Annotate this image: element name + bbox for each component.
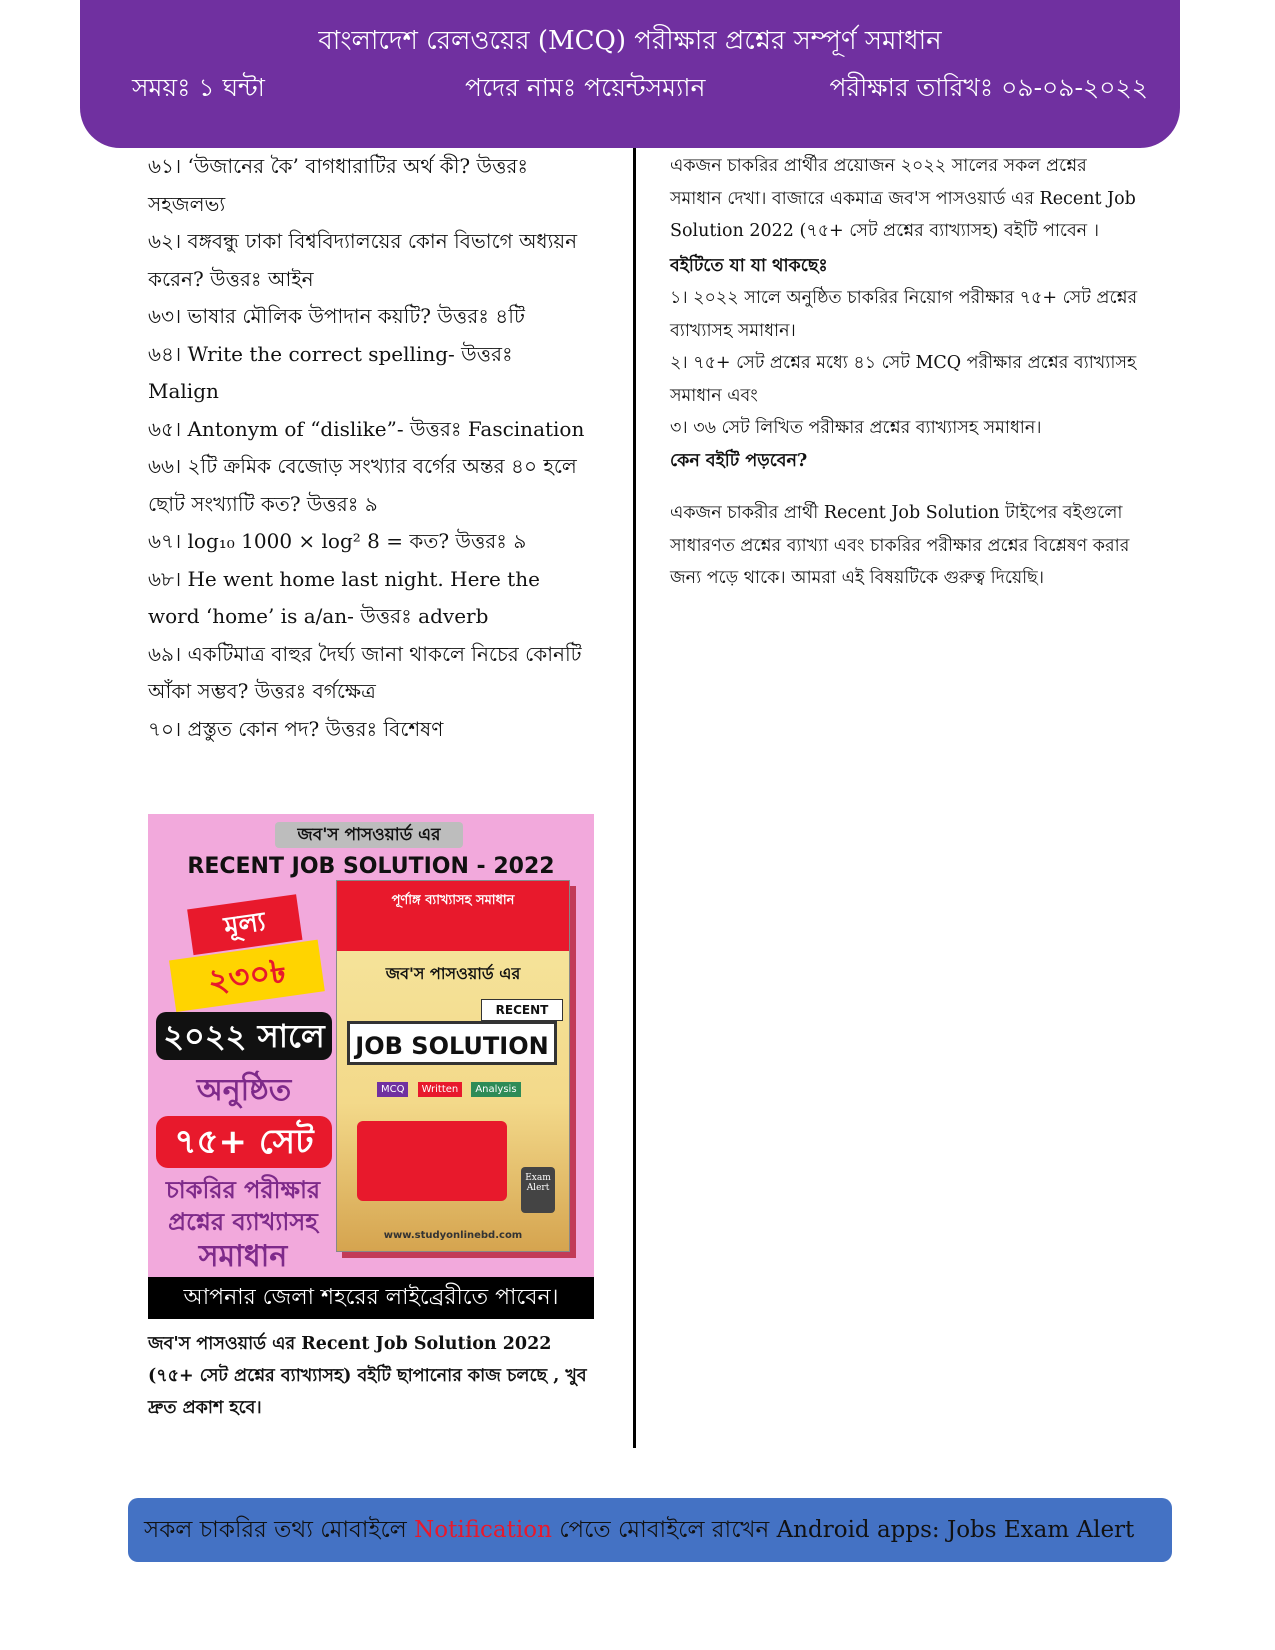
intro-paragraph: একজন চাকরির প্রার্থীর প্রয়োজন ২০২২ সালের সকল প্রশ্নের সমাধান দেখা। বাজারে একমাত্র জব'স পাসওয়ার্ড এর Recent Job Solution 2022 (৭৫+ সেট প্রশ্নের ব্যাখ্যাসহ) বইটি পাবেন । <box>670 156 1136 241</box>
book-title: JOB SOLUTION <box>347 1021 557 1065</box>
footer-text-2: পেতে মোবাইলে রাখেন Android apps: Jobs Exam Alert <box>551 1517 1135 1543</box>
price-value: ২৩০৳ <box>169 940 325 1012</box>
ad-line-2: প্রশ্নের ব্যাখ্যাসহ <box>168 1208 318 1236</box>
question-item: ৬৬। ২টি ক্রমিক বেজোড় সংখ্যার বর্গের অন্তর ৪০ হলে ছোট সংখ্যাটি কত? উত্তরঃ ৯ <box>148 454 577 516</box>
ad-bottom-banner: আপনার জেলা শহরের লাইব্রেরীতে পাবেন। <box>148 1277 594 1319</box>
why-heading: কেন বইটি পড়বেন? <box>670 450 808 471</box>
book-url: www.studyonlinebd.com <box>383 1230 523 1241</box>
tag-analysis: Analysis <box>471 1082 520 1097</box>
exam-date: পরীক্ষার তারিখঃ ০৯-০৯-২০২২ <box>829 73 1148 102</box>
exam-alert-logo: Exam Alert <box>521 1167 555 1213</box>
book-cover-image <box>336 880 570 1252</box>
right-column <box>670 150 1140 595</box>
exam-time: সময়ঃ ১ ঘন্টা <box>132 73 265 102</box>
footer-highlight: Notification <box>414 1517 552 1543</box>
content-item: ৩। ৩৬ সেট লিখিত পরীক্ষার প্রশ্নের ব্যাখ্যাসহ সমাধান। <box>670 418 1042 438</box>
tag-written: Written <box>418 1082 463 1097</box>
book-subtitle: পূর্ণাঙ্গ ব্যাখ্যাসহ সমাধান <box>337 881 569 951</box>
year-badge: ২০২২ সালে <box>156 1012 332 1060</box>
book-tags <box>377 1077 525 1097</box>
contents-heading: বইটিতে যা যা থাকছেঃ <box>670 255 828 276</box>
content-item: ১। ২০২২ সালে অনুষ্ঠিত চাকরির নিয়োগ পরীক্ষার ৭৫+ সেট প্রশ্নের ব্যাখ্যাসহ সমাধান। <box>670 288 1138 341</box>
question-item: ৬৮। He went home last night. Here the word ‘home’ is a/an- উত্তরঃ adverb <box>148 566 540 628</box>
book-advertisement <box>148 814 594 1319</box>
book-features-box <box>357 1121 507 1201</box>
question-item: ৭০। প্রস্তুত কোন পদ? উত্তরঃ বিশেষণ <box>148 716 444 741</box>
header-banner <box>80 0 1180 148</box>
ad-headline: RECENT JOB SOLUTION - 2022 <box>187 854 555 879</box>
post-name: পদের নামঃ পয়েন্টসম্যান <box>465 73 706 102</box>
tag-mcq: MCQ <box>377 1082 408 1097</box>
footer-text-1: সকল চাকরির তথ্য মোবাইলে <box>144 1517 415 1543</box>
question-item: ৬৯। একটিমাত্র বাহুর দৈর্ঘ্য জানা থাকলে নিচের কোনটি আঁকা সম্ভব? উত্তরঃ বর্গক্ষেত্র <box>148 641 582 703</box>
book-recent-label: RECENT <box>481 999 563 1021</box>
questions-list <box>148 148 588 748</box>
content-item: ২। ৭৫+ সেট প্রশ্নের মধ্যে ৪১ সেট MCQ পরীক্ষার প্রশ্নের ব্যাখ্যাসহ সমাধান এবং <box>670 353 1137 406</box>
header-title: বাংলাদেশ রেলওয়ের (MCQ) পরীক্ষার প্রশ্নের সম্পূর্ণ সমাধান <box>318 26 942 56</box>
price-label: মূল্য <box>187 894 302 955</box>
footer-banner <box>128 1498 1172 1562</box>
question-item: ৬১। ‘উজানের কৈ’ বাগধারাটির অর্থ কী? উত্তরঃ সহজলভ্য <box>148 154 529 216</box>
price-tag <box>162 892 327 1032</box>
question-item: ৬৩। ভাষার মৌলিক উপাদান কয়টি? উত্তরঃ ৪টি <box>148 304 525 328</box>
ad-line-1: চাকরির পরীক্ষার <box>165 1176 321 1204</box>
column-divider <box>633 148 636 1448</box>
book-caption: জব'স পাসওয়ার্ড এর Recent Job Solution 2022 (৭৫+ সেট প্রশ্নের ব্যাখ্যাসহ) বইটি ছাপানোর কাজ চলছে , খুব দ্রুত প্রকাশ হবে। <box>148 1334 587 1418</box>
question-item: ৬৭। log₁₀ 1000 × log² 8 = কত? উত্তরঃ ৯ <box>148 529 527 553</box>
ad-line-3: সমাধান <box>198 1239 288 1274</box>
question-item: ৬৪। Write the correct spelling- উত্তরঃ Malign <box>148 341 513 403</box>
book-brand: জব'স পাসওয়ার্ড এর <box>385 964 521 983</box>
ad-brand-pill: জব'স পাসওয়ার্ড এর <box>275 822 463 848</box>
question-item: ৬২। বঙ্গবন্ধু ঢাকা বিশ্ববিদ্যালয়ের কোন বিভাগে অধ্যয়ন করেন? উত্তরঃ আইন <box>148 229 578 291</box>
ad-background <box>148 814 594 1277</box>
question-item: ৬৫। Antonym of “dislike”- উত্তরঃ Fascination <box>148 416 585 441</box>
why-paragraph: একজন চাকরীর প্রার্থী Recent Job Solution টাইপের বইগুলো সাধারণত প্রশ্নের ব্যাখ্যা এবং চাকরির পরীক্ষার প্রশ্নের বিশ্লেষণ করার জন্য পড়ে থাকে। আমরা এই বিষয়টিকে গুরুত্ব দিয়েছি। <box>670 503 1130 588</box>
held-text: অনুষ্ঠিত <box>196 1073 292 1108</box>
sets-badge: ৭৫+ সেট <box>156 1116 332 1168</box>
